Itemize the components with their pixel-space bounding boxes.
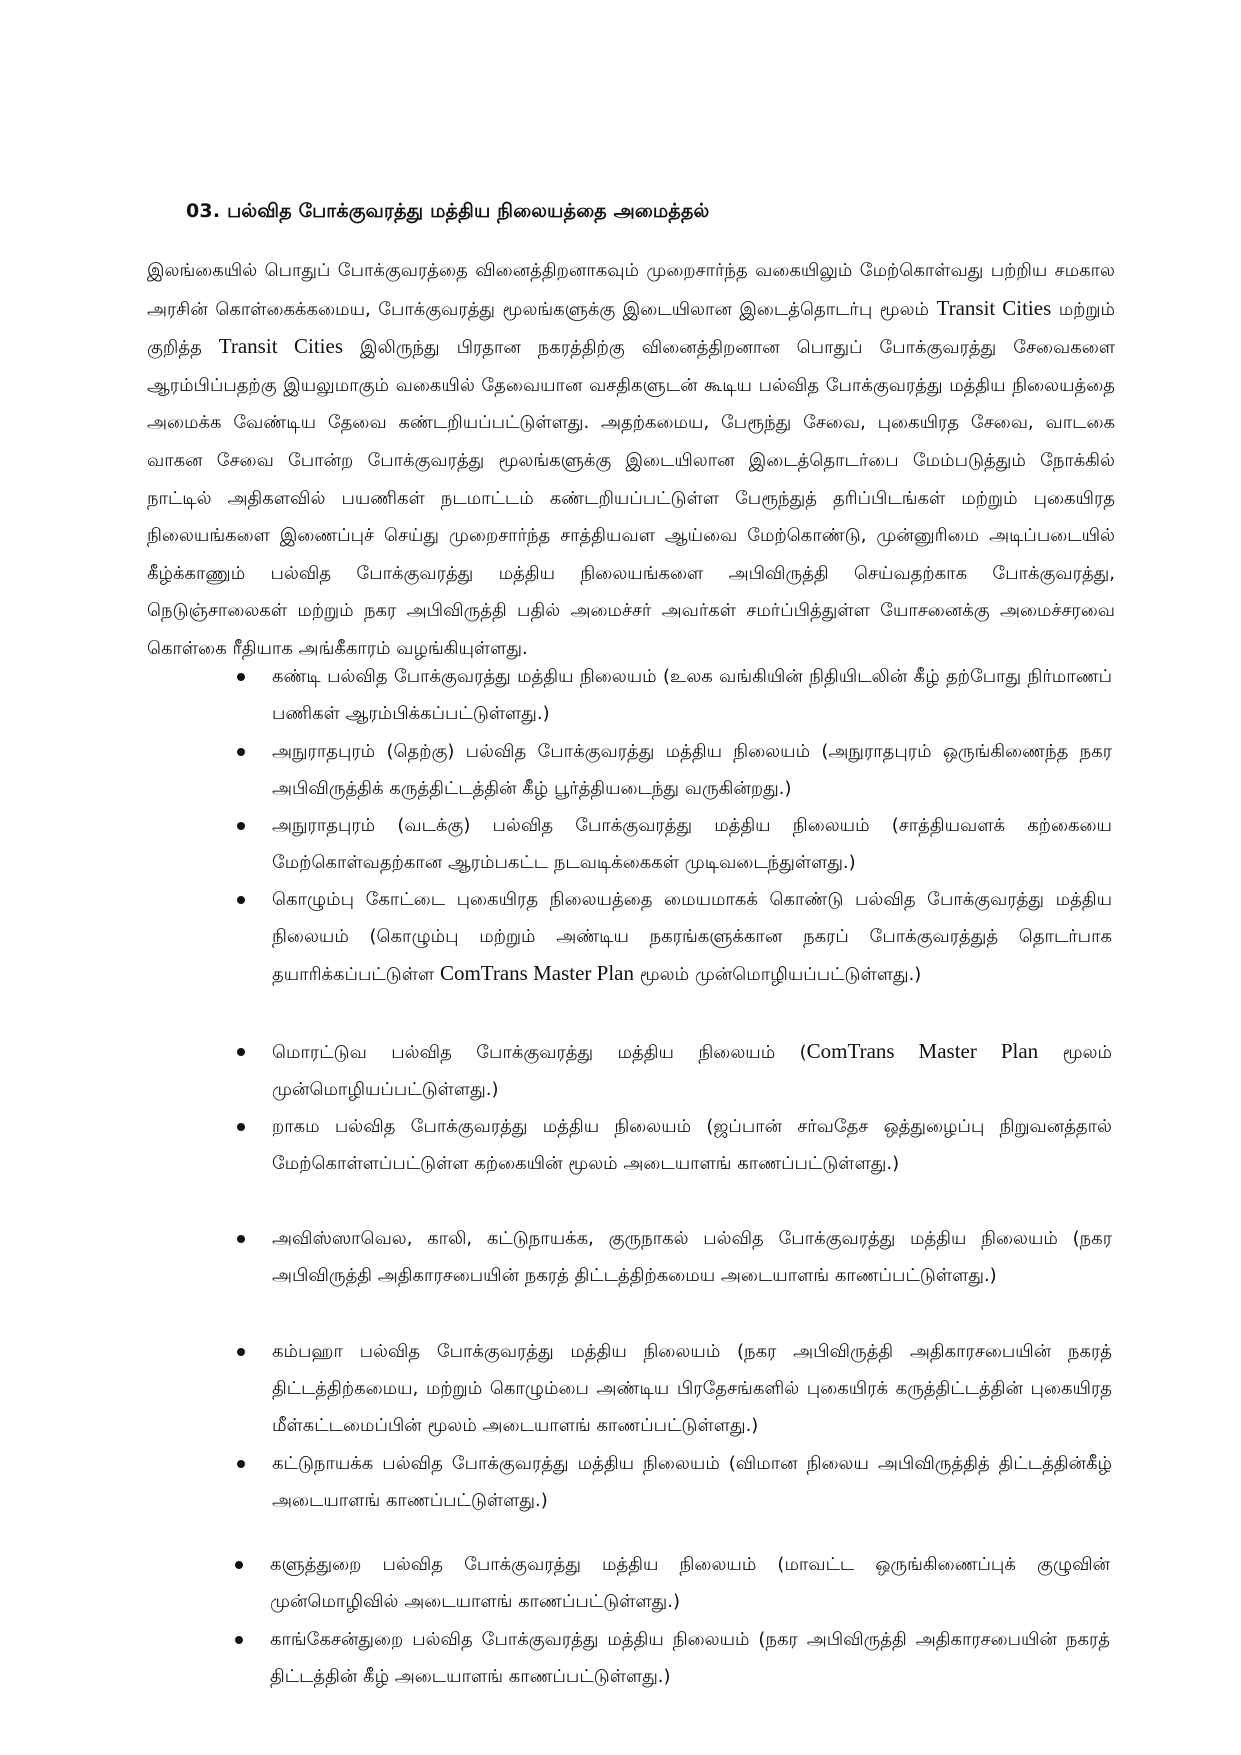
list-item-kandy — [272, 658, 1112, 732]
list-item-text: மூலம் முன்மொழியப்பட்டுள்ளது.) — [272, 1042, 1112, 1100]
list-item-text: அநுராதபுரம் (வடக்கு) பல்வித போக்குவரத்து மத்திய நிலையம் (சாத்தியவளக் கற்கையை மேற்கொள்வதற்கான ஆரம்பகட்ட நடவடிக்கைகள் முடிவடைந்துள்ளது.) — [272, 815, 1112, 873]
list-item-text: கொழும்பு கோட்டை புகையிரத நிலையத்தை மையமாகக் கொண்டு பல்வித போக்குவரத்து மத்திய நிலையம் (கொழும்பு மற்றும் அண்டிய நகரங்களுக்கான நகரப் போக்குவரத்துத் தொடர்பாக தயாரிக்கப்பட்டுள்ள — [272, 889, 1112, 985]
bullet-icon — [237, 748, 245, 756]
bullet-icon — [237, 1123, 245, 1131]
list-item-avissawella-galle-katunayake-kurunegala — [272, 1220, 1112, 1294]
list-item-text: றாகம பல்வித போக்குவரத்து மத்திய நிலையம் (ஜப்பான் சர்வதேச ஒத்துழைப்பு நிறுவனத்தால் மேற்கொள்ளப்பட்டுள்ள கற்கையின் மூலம் அடையாளங் காணப்பட்டுள்ளது.) — [272, 1116, 1112, 1174]
list-item-latin: ComTrans Master Plan — [806, 1039, 1039, 1063]
list-item-kalutara — [270, 1546, 1110, 1620]
bullet-icon — [237, 1460, 245, 1468]
intro-latin-transit-cities-2: Transit Cities — [218, 334, 343, 359]
bullet-icon — [237, 896, 245, 904]
bullet-icon — [235, 1636, 243, 1644]
list-item-text: மூலம் முன்மொழியப்பட்டுள்ளது.) — [634, 964, 922, 985]
list-item-text: அநுராதபுரம் (தெற்கு) பல்வித போக்குவரத்து மத்திய நிலையம் (அநுராதபுரம் ஒருங்கிணைந்த நகர அபிவிருத்திக் கருத்திட்டத்தின் கீழ் பூர்த்தியடைந்து வருகின்றது.) — [272, 741, 1112, 799]
intro-text-1: இலங்கையில் பொதுப் போக்குவரத்தை வினைத்திறனாகவும் முறைசார்ந்த வகையிலும் மேற்கொள்வது பற்றிய சமகால அரசின் கொள்கைக்கமைய, போக்குவரத்து மூலங்களுக்கு இடையிலான இடைத்தொடர்பு மூலம் — [147, 260, 1115, 320]
intro-text-2: மற்றும் குறித்த — [147, 298, 1115, 359]
list-item-latin: ComTrans Master Plan — [439, 961, 635, 985]
list-item-gampaha — [272, 1333, 1112, 1444]
list-item-text: மொரட்டுவ பல்வித போக்குவரத்து மத்திய நிலையம் ( — [272, 1042, 807, 1063]
list-item-text: காங்கேசன்துறை பல்வித போக்குவரத்து மத்திய நிலையம் (நகர அபிவிருத்தி அதிகாரசபையின் நகரத் திட்டத்தின் கீழ் அடையாளங் காணப்பட்டுள்ளது.) — [270, 1629, 1110, 1687]
list-item-anuradhapura-south — [272, 733, 1112, 807]
bullet-icon — [235, 1561, 243, 1569]
bullet-icon — [237, 1235, 245, 1243]
list-item-text: களுத்துறை பல்வித போக்குவரத்து மத்திய நிலையம் (மாவட்ட ஒருங்கிணைப்புக் குழுவின் முன்மொழிவில் அடையாளங் காணப்பட்டுள்ளது.) — [270, 1554, 1110, 1612]
list-item-text: அவிஸ்ஸாவெல, காலி, கட்டுநாயக்க, குருநாகல் பல்வித போக்குவரத்து மத்திய நிலையம் (நகர அபிவிருத்தி அதிகாரசபையின் நகரத் திட்டத்திற்கமைய அடையாளங் காணப்பட்டுள்ளது.) — [272, 1228, 1112, 1286]
list-item-text: கண்டி பல்வித போக்குவரத்து மத்திய நிலையம் (உலக வங்கியின் நிதியிடலின் கீழ் தற்போது நிர்மாணப் பணிகள் ஆரம்பிக்கப்பட்டுள்ளது.) — [272, 666, 1112, 724]
list-item-anuradhapura-north — [272, 807, 1112, 881]
intro-text-3: இலிருந்து பிரதான நகரத்திற்கு வினைத்திறனான பொதுப் போக்குவரத்து சேவைகளை ஆரம்பிப்பதற்கு இயலுமாகும் வகையில் தேவையான வசதிகளுடன் கூடிய பல்வித போக்குவரத்து மத்திய நிலையத்தை அமைக்க வேண்டிய தேவை கண்டறியப்பட்டுள்ளது. அதற்கமைய, பேரூந்து சேவை, புகையிரத சேவை, வாடகை வாகன சேவை போன்ற போக்குவரத்து மூலங்களுக்கு இடையிலான இடைத்தொடர்பை மேம்படுத்தும் நோக்கில் நாட்டில் அதிகளவில் பயணிகள் நடமாட்டம் கண்டறியப்பட்டுள்ள பேரூந்துத் தரிப்பிடங்கள் மற்றும் புகையிரத நிலையங்களை இணைப்புச் செய்து முறைசார்ந்த சாத்தியவள ஆய்வை மேற்கொண்டு, முன்னுரிமை அடிப்படையில் கீழ்க்காணும் பல்வித போக்குவரத்து மத்திய நிலையங்களை அபிவிருத்தி செய்வதற்காக போக்குவரத்து, நெடுஞ்சாலைகள் மற்றும் நகர அபிவிருத்தி பதில் அமைச்சர் அவர்கள் சமர்ப்பித்துள்ள யோசனைக்கு அமைச்சரவை கொள்கை ரீதியாக அங்கீகாரம் வழங்கியுள்ளது. — [147, 337, 1115, 659]
section-heading: 03. பல்வித போக்குவரத்து மத்திய நிலையத்தை அமைத்தல் — [186, 200, 710, 222]
intro-latin-transit-cities-1: Transit Cities — [936, 295, 1052, 320]
bullet-icon — [237, 673, 245, 681]
bullet-icon — [237, 822, 245, 830]
list-item-colombo-fort — [272, 881, 1112, 993]
list-item-text: கம்பஹா பல்வித போக்குவரத்து மத்திய நிலையம் (நகர அபிவிருத்தி அதிகாரசபையின் நகரத் திட்டத்திற்கமைய, மற்றும் கொழும்பை அண்டிய பிரதேசங்களில் புகையிரக் கருத்திட்டத்தின் புகையிரத மீள்கட்டமைப்பின் மூலம் அடையாளங் காணப்பட்டுள்ளது.) — [272, 1341, 1112, 1436]
list-item-katunayake — [272, 1445, 1112, 1519]
list-item-moratuwa — [272, 1033, 1112, 1108]
intro-paragraph — [147, 252, 1115, 668]
bullet-icon — [237, 1048, 245, 1056]
list-item-text: கட்டுநாயக்க பல்வித போக்குவரத்து மத்திய நிலையம் (விமான நிலைய அபிவிருத்தித் திட்டத்தின்கீழ் அடையாளங் காணப்பட்டுள்ளது.) — [272, 1453, 1112, 1511]
list-item-kankesanthurai — [270, 1621, 1110, 1695]
bullet-icon — [237, 1348, 245, 1356]
list-item-ragama — [272, 1108, 1112, 1182]
